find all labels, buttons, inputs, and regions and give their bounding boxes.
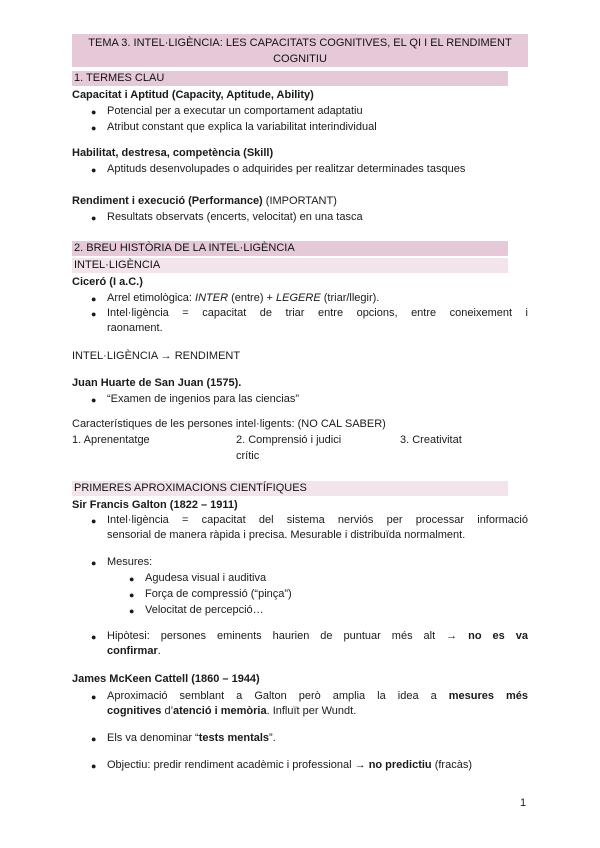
hypothesis-line bbox=[107, 629, 528, 645]
bullet-dot: ● bbox=[91, 309, 97, 319]
list-item bbox=[107, 731, 276, 747]
bullet-dot: ● bbox=[91, 107, 97, 117]
bullet-dot: ● bbox=[91, 123, 97, 133]
emphasis: confirmar bbox=[107, 645, 158, 657]
cattell-line-2 bbox=[107, 704, 356, 720]
text-span: ”. bbox=[269, 732, 276, 744]
text-span: Els va denominar “ bbox=[107, 732, 199, 744]
list-item bbox=[107, 758, 472, 774]
list-item: Força de compressió (“pinça”) bbox=[145, 588, 292, 600]
section-1-heading: 1. TERMES CLAU bbox=[74, 72, 165, 84]
galton-name: Sir Francis Galton (1822 – 1911) bbox=[72, 499, 238, 511]
emphasis: mesures més bbox=[448, 690, 529, 702]
emphasis: no predictiu bbox=[368, 759, 432, 771]
approaches-heading: PRIMERES APROXIMACIONS CIENTÍFIQUES bbox=[74, 482, 307, 494]
text-span: (fracàs) bbox=[431, 759, 472, 771]
important-note: (IMPORTANT) bbox=[262, 195, 337, 207]
term-habilitat: Habilitat, destresa, competència (Skill) bbox=[72, 147, 274, 159]
term-rendiment-line bbox=[72, 194, 337, 210]
bullet-dot: ● bbox=[91, 558, 97, 568]
document-title bbox=[72, 36, 528, 67]
mesures-label: Mesures: bbox=[107, 556, 153, 568]
list-item: Resultats observats (encerts, velocitat) en una tasca bbox=[107, 211, 363, 223]
list-item: Velocitat de percepció… bbox=[145, 604, 264, 616]
text-span: . bbox=[157, 645, 161, 657]
page-number: 1 bbox=[520, 797, 527, 809]
text-span: Hipòtesi: persones eminents haurien de puntuar més alt → bbox=[107, 630, 469, 642]
bullet-dot: ● bbox=[91, 213, 97, 223]
huarte-name: Juan Huarte de San Juan (1575). bbox=[72, 377, 242, 389]
text-span: Objectiu: predir rendiment acadèmic i professional → bbox=[107, 759, 369, 771]
characteristic-1: 1. Aprenentatge bbox=[72, 434, 150, 446]
characteristic-2: 2. Comprensió i judici bbox=[236, 434, 342, 446]
title-line-1: TEMA 3. INTEL·LIGÈNCIA: LES CAPACITATS COGNITIVES, EL QI I EL RENDIMENT bbox=[88, 37, 512, 49]
list-item-line: raonament. bbox=[107, 322, 163, 334]
bullet-dot: ● bbox=[129, 574, 135, 584]
list-item: Agudesa visual i auditiva bbox=[145, 572, 267, 584]
bullet-dot: ● bbox=[91, 165, 97, 175]
characteristic-2-cont: crític bbox=[236, 450, 260, 462]
bullet-dot: ● bbox=[91, 294, 97, 304]
term-capacitat: Capacitat i Aptitud (Capacity, Aptitude, Ability) bbox=[72, 89, 314, 101]
text-span: (triar/llegir). bbox=[320, 292, 380, 304]
term-rendiment: Rendiment i execució (Performance) bbox=[72, 195, 263, 207]
list-item: Aptituds desenvolupades o adquirides per realitzar determinades tasques bbox=[107, 163, 466, 175]
text-span: Arrel etimològica: bbox=[107, 292, 196, 304]
list-item-line: Intel·ligència = capacitat del sistema nerviós per processar informació bbox=[107, 514, 528, 526]
emphasis: cognitives bbox=[107, 705, 162, 717]
list-item: Atribut constant que explica la variabilitat interindividual bbox=[107, 121, 377, 133]
bullet-dot: ● bbox=[91, 734, 97, 744]
cicero-name: Ciceró (I a.C.) bbox=[72, 276, 143, 288]
emphasis: tests mentals bbox=[198, 732, 270, 744]
subsection-heading: INTEL·LIGÈNCIA bbox=[74, 259, 161, 271]
bullet-dot: ● bbox=[91, 692, 97, 702]
emphasis: atenció i memòria bbox=[173, 705, 267, 717]
hypothesis-line-2 bbox=[107, 644, 161, 660]
cattell-name: James McKeen Cattell (1860 – 1944) bbox=[72, 673, 260, 685]
list-item-line: Intel·ligència = capacitat de triar entre opcions, entre coneixement i bbox=[107, 307, 528, 319]
text-span: . Influït per Wundt. bbox=[266, 705, 357, 717]
text-span: (entre) + bbox=[228, 292, 277, 304]
list-item: Potencial per a executar un comportament adaptatiu bbox=[107, 105, 363, 117]
bullet-dot: ● bbox=[91, 516, 97, 526]
bullet-dot: ● bbox=[129, 606, 135, 616]
bullet-dot: ● bbox=[91, 761, 97, 771]
bullet-dot: ● bbox=[91, 395, 97, 405]
emphasis: no es va bbox=[468, 630, 528, 642]
text-span: Aproximació semblant a Galton però amplia la idea a bbox=[107, 690, 449, 702]
etymology-legere: LEGERE bbox=[276, 292, 321, 304]
characteristic-3: 3. Creativitat bbox=[400, 434, 462, 446]
characteristics-intro: Característiques de les persones intel·ligents: (NO CAL SABER) bbox=[72, 418, 386, 430]
list-item-line: sensorial de manera ràpida i precisa. Mesurable i distribuïda normalment. bbox=[107, 529, 466, 541]
text-span: d’ bbox=[161, 705, 174, 717]
list-item: “Examen de ingenios para las ciencias” bbox=[107, 393, 299, 405]
cattell-line-1 bbox=[107, 689, 528, 705]
bullet-dot: ● bbox=[91, 632, 97, 642]
title-line-2: COGNITIU bbox=[273, 52, 327, 65]
bullet-dot: ● bbox=[129, 590, 135, 600]
section-2-heading: 2. BREU HISTÒRIA DE LA INTEL·LIGÈNCIA bbox=[74, 242, 295, 254]
arrow-line: INTEL·LIGÈNCIA → RENDIMENT bbox=[72, 350, 241, 362]
list-item bbox=[107, 291, 379, 307]
etymology-inter: INTER bbox=[195, 292, 229, 304]
